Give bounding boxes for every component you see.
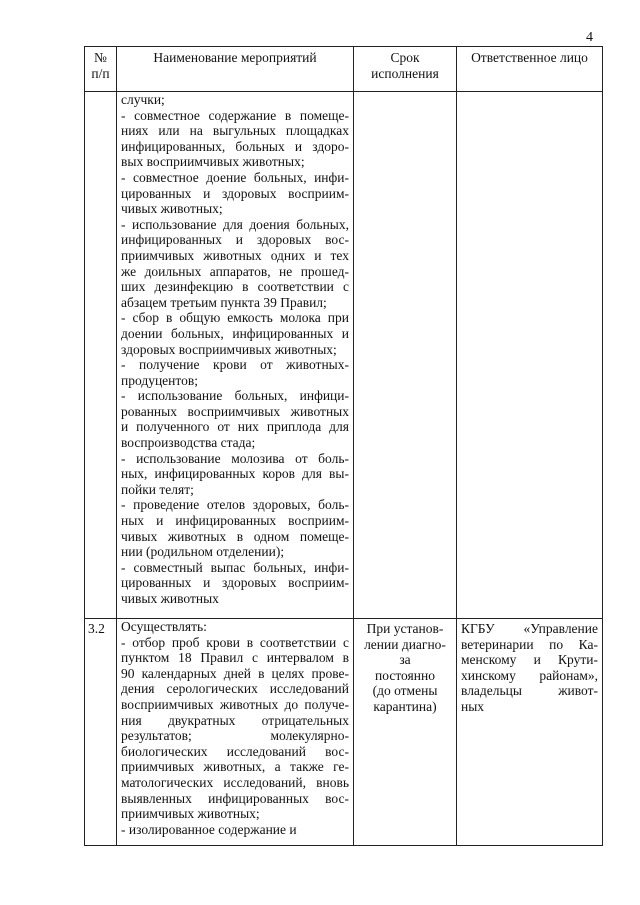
header-responsible [457,47,603,92]
page-number: 4 [586,30,593,45]
text-line: - использование для доения больных, [121,216,349,232]
text-line: - использование больных, инфици- [121,388,349,404]
row-name-cell [117,619,354,846]
header-name [117,47,354,92]
text-line: абзацем третьим пункта 39 Правил; [121,294,327,310]
text-line: - изолированное содержание и [121,821,297,837]
header-term [354,47,457,92]
text-line: владельцы живот- [461,683,598,699]
text-line: карантина) [373,698,437,714]
text-line: за [399,652,411,668]
text-line: п/п [91,66,110,81]
text-line: лении диагно- [364,636,446,652]
text-line: Ответственное лицо [471,50,588,65]
text-line: постоянно [375,667,435,683]
text-line: 90 календарных дней в целях прове- [121,665,349,681]
text-line: - использование молозива от боль- [121,450,349,466]
text-line: результатов; молекулярно- [121,728,349,744]
text-line: менскому и Крути- [461,652,598,668]
row-responsible-cell [457,92,603,619]
text-line: - сбор в общую емкость молока при [121,310,349,326]
text-line: продуцентов; [121,372,198,388]
text-line: Срок [390,50,420,65]
row-name-cell [117,92,354,619]
text-line: ших дезинфекцию в соответствии с [121,279,349,295]
text-line: исполнения [371,66,439,81]
text-line: ниях или на выгульных площадках [121,123,349,139]
text-line: чивых животных в одном помеще- [121,528,349,544]
text-line: вых восприимчивых животных; [121,154,305,170]
row-number: 3.2 [85,619,117,846]
text-line: ных [461,698,485,714]
text-line: - совместный выпас больных, инфи- [121,559,349,575]
text-line: ных, инфицированных коров для вы- [121,466,349,482]
table-header-row [85,47,603,92]
text-line: - совместное доение больных, инфи- [121,169,349,185]
text-line: выявленных инфицированных вос- [121,790,349,806]
text-line: пойки телят; [121,481,194,497]
row-number [85,92,117,619]
header-number [85,47,117,92]
text-line: - отбор проб крови в соответствии с [121,634,349,650]
text-line: и полученного от них приплода для [121,419,349,435]
text-line: приимчивых животных, а также ге- [121,759,349,775]
text-line: нии (родильном отделении); [121,544,285,560]
text-line: случки; [121,92,165,107]
text-line: воспроизводства стада; [121,435,256,451]
text-line: здоровых восприимчивых животных; [121,341,337,357]
measures-table [84,46,603,846]
text-line: - совместное содержание в помеще- [121,107,349,123]
text-line: рованных восприимчивых животных [121,403,349,419]
text-line: цированных и здоровых восприим- [121,185,349,201]
row-term-cell [354,619,457,846]
text-line: приимчивых животных одних и тех [121,247,349,263]
text-line: биологических исследований вос- [121,743,349,759]
text-line: восприимчивых животных до получе- [121,696,349,712]
text-line: инфицированных, больных и здоро- [121,138,349,154]
text-line: При установ- [366,621,444,636]
table-row [85,92,603,619]
text-line: матологических исследований, вновь [121,774,349,790]
text-line: (до отмены [372,683,438,699]
text-line: доении больных, инфицированных и [121,325,349,341]
text-line: ния двукратных отрицательных [121,712,349,728]
text-line: цированных и здоровых восприим- [121,575,349,591]
text-line: Осуществлять: [121,619,207,634]
text-line: чивых животных; [121,201,223,217]
text-line: № [94,50,107,65]
text-line: ных и инфицированных восприим- [121,513,349,529]
text-line: инфицированных и здоровых вос- [121,232,349,248]
row-term-cell [354,92,457,619]
text-line: ветеринарии по Ка- [461,636,598,652]
text-line: же доильных аппаратов, не прошед- [121,263,349,279]
row-responsible-cell [457,619,603,846]
text-line: пунктом 18 Правил с интервалом в [121,650,349,666]
text-line: Наименование мероприятий [153,50,317,65]
text-line: - получение крови от животных- [121,357,349,373]
table-row [85,619,603,846]
text-line: приимчивых животных; [121,806,260,822]
text-line: чивых животных [121,591,219,606]
text-line: дения серологических исследований [121,681,349,697]
text-line: хинскому районам», [461,667,598,683]
text-line: КГБУ «Управление [461,621,598,636]
text-line: - проведение отелов здоровых, боль- [121,497,349,513]
